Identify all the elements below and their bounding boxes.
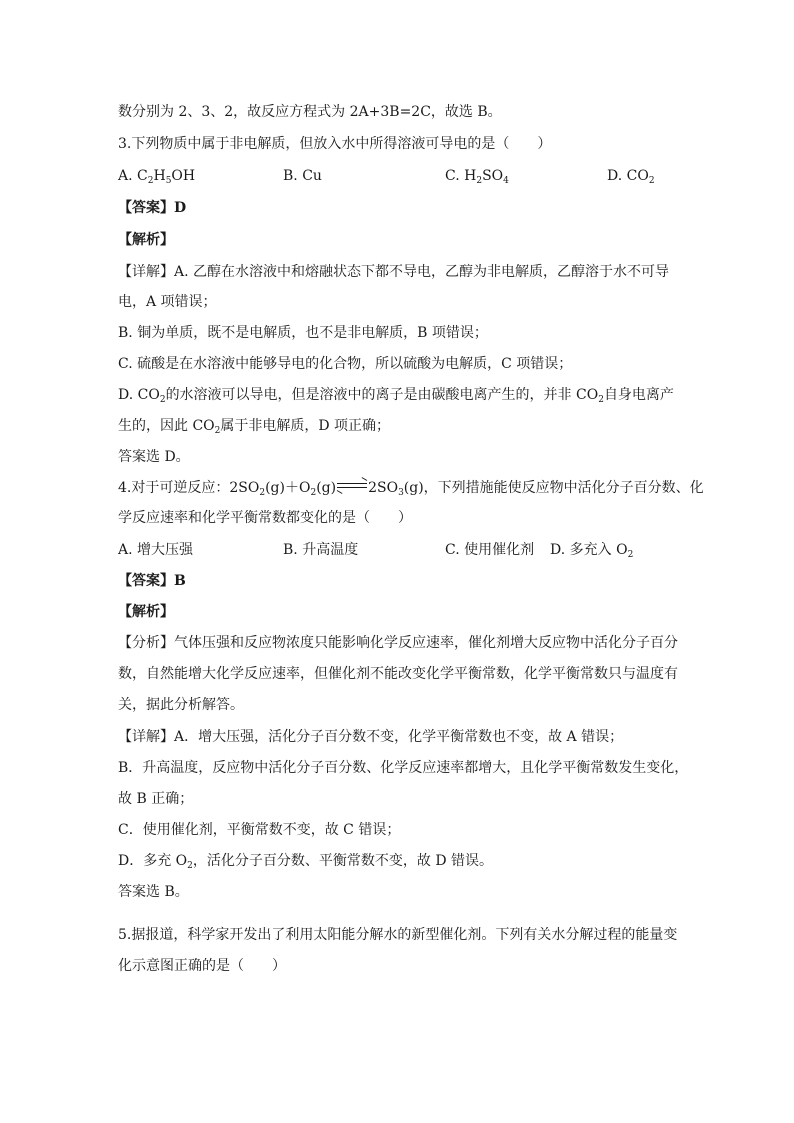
q4-option-a: A. 增大压强 <box>118 542 194 558</box>
q3-detail-line: 电，A 项错误； <box>118 294 217 310</box>
q3-analysis-heading: 【解析】 <box>118 232 174 248</box>
question-3-stem: 3.下列物质中属于非电解质，但放入水中所得溶液可导电的是（ ） <box>118 136 552 152</box>
q4-detail-line: 【详解】A．增大压强，活化分子百分数不变，化学平衡常数也不变，故 A 错误； <box>118 729 624 745</box>
q3-answer: 【答案】D <box>118 200 187 216</box>
q4-option-d: D. 多充入 $O_2$ <box>550 542 634 560</box>
q4-conclusion: 答案选 B。 <box>118 884 189 900</box>
q4-option-c: C. 使用催化剂 <box>445 542 535 558</box>
q4-detail-line: B．升高温度，反应物中活化分子百分数、化学反应速率都增大，且化学平衡常数发生变化， <box>118 760 689 776</box>
q4-analysis-line: 关，据此分析解答。 <box>118 697 244 713</box>
q4-answer: 【答案】B <box>118 573 186 589</box>
text-line: 数分别为 2、3、2，故反应方程式为 2A+3B=2C，故选 B。 <box>118 104 502 120</box>
q4-detail-line: D．多充 $O_2$，活化分子百分数、平衡常数不变，故 D 错误。 <box>118 853 494 871</box>
q3-detail-line: C. 硫酸是在水溶液中能够导电的化合物，所以硫酸为电解质，C 项错误； <box>118 356 573 372</box>
q3-detail-line: B. 铜为单质，既不是电解质，也不是非电解质，B 项错误； <box>118 325 488 341</box>
q3-option-c: C. $H_2SO_4$ <box>445 168 509 186</box>
q4-analysis-heading: 【解析】 <box>118 604 174 620</box>
question-4-stem: 学反应速率和化学平衡常数都变化的是（ ） <box>118 510 412 526</box>
q4-analysis-line: 【分析】气体压强和反应物浓度只能影响化学反应速率，催化剂增大反应物中活化分子百分 <box>118 635 678 651</box>
q3-option-b: B. Cu <box>283 168 322 184</box>
q3-conclusion: 答案选 D。 <box>118 449 190 465</box>
q3-option-a: A. $C_2H_5OH$ <box>118 168 196 186</box>
reversible-arrow-icon <box>337 482 367 490</box>
q3-detail-line: D. $CO_2$的水溶液可以导电，但是溶液中的离子是由碳酸电离产生的，并非 $CO_2$自身电离产 <box>118 387 674 405</box>
q3-option-d: D. $CO_2$ <box>607 168 655 186</box>
q4-detail-line: 故 B 正确； <box>118 791 194 807</box>
question-5-stem: 5.据报道，科学家开发出了利用太阳能分解水的新型催化剂。下列有关水分解过程的能量变 <box>118 927 678 943</box>
question-5-stem: 化示意图正确的是（ ） <box>118 958 286 974</box>
q4-analysis-line: 数，自然能增大化学反应速率，但催化剂不能改变化学平衡常数，化学平衡常数只与温度有 <box>118 666 678 682</box>
q3-detail-line: 生的，因此 $CO_2$属于非电解质，D 项正确； <box>118 418 391 436</box>
q4-option-b: B. 升高温度 <box>283 542 359 558</box>
q3-detail-line: 【详解】A. 乙醇在水溶液中和熔融状态下都不导电，乙醇为非电解质，乙醇溶于水不可导 <box>118 264 670 280</box>
question-4-stem: 4.对于可逆反应：$2SO_2(g)+O_2(g)$ $2SO_3(g)$，下列措施能使反应物中活化分子百分数、化 <box>118 478 704 498</box>
q4-detail-line: C．使用催化剂，平衡常数不变，故 C 错误； <box>118 822 401 838</box>
